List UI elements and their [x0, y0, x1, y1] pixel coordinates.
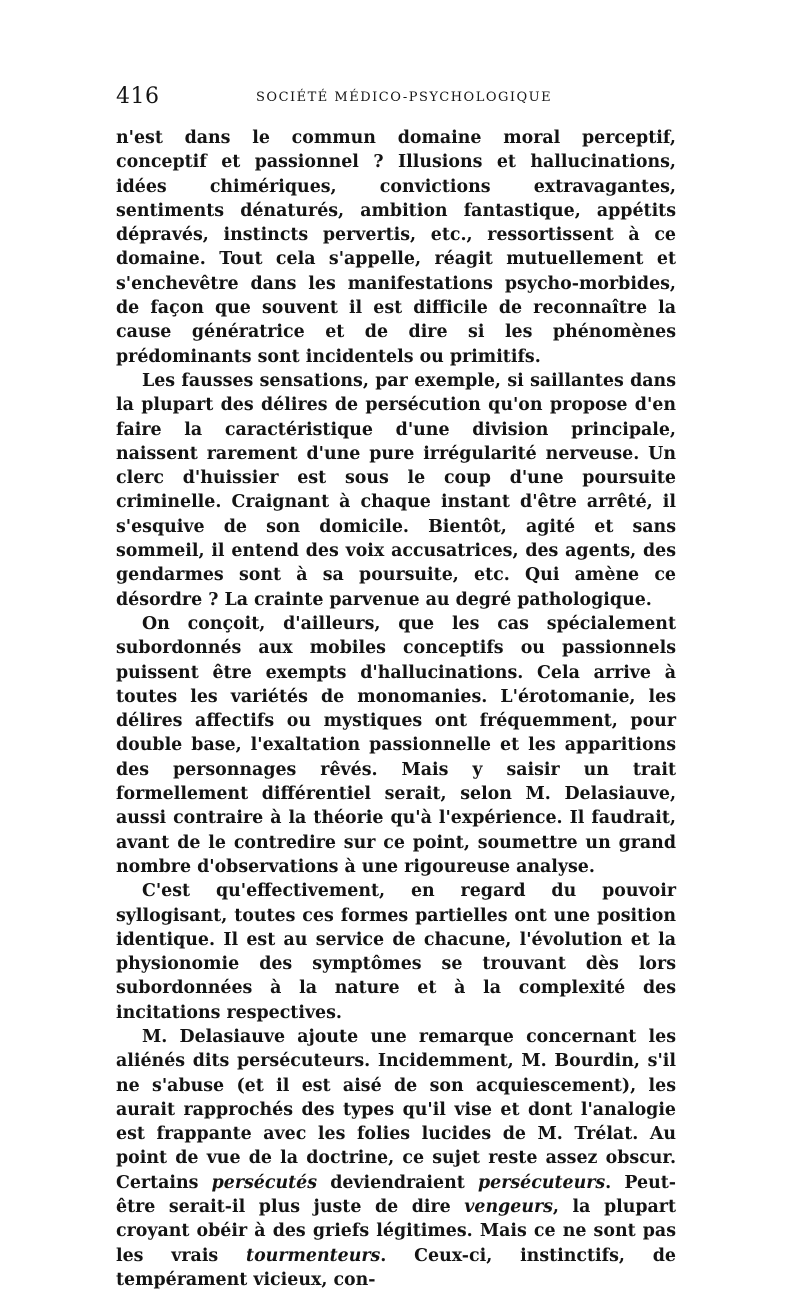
body-text	[116, 126, 676, 1292]
paragraph-5-text-mid-3: , la plupart croyant obéir à des griefs légitimes. Mais ce ne sont pas les vrais	[116, 1197, 677, 1266]
paragraph-3: On conçoit, d'ailleurs, que les cas spécialement subordonnés aux mobiles conceptifs ou passionnels puissent être exempts d'hallucinations. Cela arrive à toutes les variétés de monomanies. L'érotomanie, les délires affectifs ou mystiques ont fréquemment, pour double base, l'exaltation passionnelle et les apparitions des personnages rêvés. Mais y saisir un trait formellement différentiel serait, selon M. Delasiauve, aussi contraire à la théorie qu'à l'expérience. Il faudrait, avant de le contredire sur ce point, soumettre un grand nombre d'observations à une rigoureuse analyse.	[116, 613, 676, 877]
paragraph-5-text-after: . Ceux-ci, instinctifs, de tempérament vicieux, con-	[116, 1245, 676, 1290]
paragraph-1: n'est dans le commun domaine moral perceptif, conceptif et passionnel ? Illusions et hallucinations, idées chimériques, convictions extravagantes, sentiments dénaturés, ambition fantastique, appétits dépravés, instincts pervertis, etc., ressortissent à ce domaine. Tout cela s'appelle, réagit mutuellement et s'enchevêtre dans les manifestations psycho-morbides, de façon que souvent il est difficile de reconnaître la cause génératrice et de dire si les phénomènes prédominants sont incidentels ou primitifs.	[116, 128, 676, 367]
paragraph-5	[116, 1025, 676, 1292]
paragraph-4: C'est qu'effectivement, en regard du pouvoir syllogisant, toutes ces formes partielles ont une position identique. Il est au service de chacune, l'évolution et la physionomie des symptômes se trouvant dès lors subordonnées à la nature et à la complexité des incitations respectives.	[116, 881, 676, 1023]
page-number: 416	[116, 84, 160, 109]
running-head	[116, 84, 676, 114]
paragraph-5-text-mid-1: deviendraient	[317, 1172, 478, 1193]
italic-term-persecutes: persécutés	[211, 1172, 317, 1193]
italic-term-tourmenteurs: tourmenteurs	[246, 1245, 381, 1266]
running-head-title: SOCIÉTÉ MÉDICO-PSYCHOLOGIQUE	[256, 90, 553, 105]
italic-term-persecuteurs: persécuteurs	[478, 1172, 606, 1193]
italic-term-vengeurs: vengeurs	[464, 1197, 553, 1218]
paragraph-2: Les fausses sensations, par exemple, si saillantes dans la plupart des délires de persécution qu'on propose d'en faire la caractéristique d'une division principale, naissent rarement d'une pure irrégularité nerveuse. Un clerc d'huissier est sous le coup d'une poursuite criminelle. Craignant à chaque instant d'être arrêté, il s'esquive de son domicile. Bientôt, agité et sans sommeil, il entend des voix accusatrices, des agents, des gendarmes sont à sa poursuite, etc. Qui amène ce désordre ? La crainte parvenue au degré pathologique.	[116, 370, 676, 610]
paragraph-5-text-before: M. Delasiauve ajoute une remarque concernant les aliénés dits persécuteurs. Incidemment, M. Bourdin, s'il ne s'abuse (et il est aisé de son acquiescement), les aurait rapprochés des types qu'il vise et dont l'analogie est frappante avec les folies lucides de M. Trélat. Au point de vue de la doctrine, ce sujet reste assez obscur. Certains	[116, 1026, 676, 1193]
paragraph-5-text-mid-2: . Peut-être serait-il plus juste de dire	[116, 1172, 676, 1218]
